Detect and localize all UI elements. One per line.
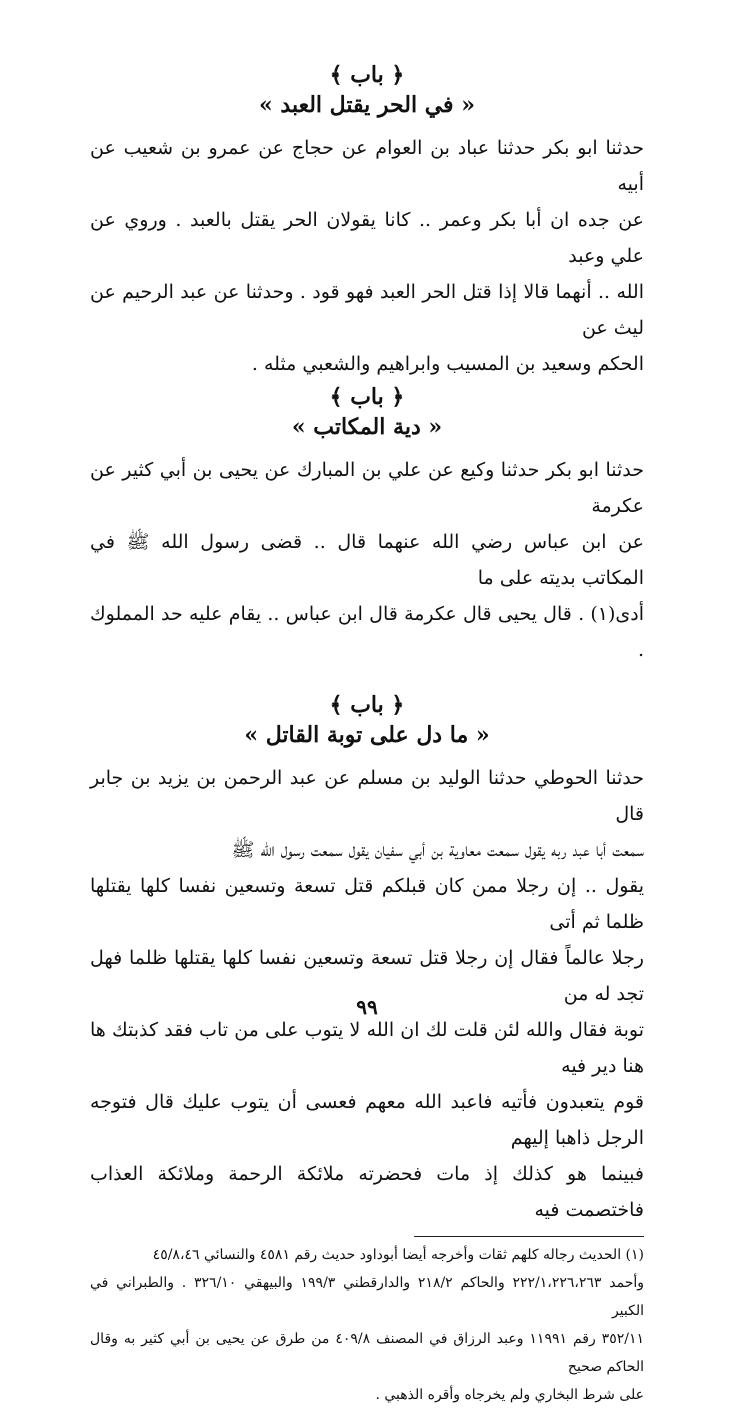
footnote-line: (١) الحديث رجاله كلهم ثقات وأخرجه أيضا أبوداود حديث رقم ٤٥٨١ والنسائي ٤٥/٨،٤٦ — [152, 1247, 644, 1263]
section-title: « ما دل على توبة القاتل » — [244, 722, 490, 748]
page-number: ٩٩ — [356, 995, 378, 1019]
section-title: « دية المكاتب » — [291, 414, 443, 440]
section-bab: ﴿ باب ﴾ — [329, 62, 405, 88]
text-line: حدثنا ابو بكر حدثنا وكيع عن علي بن المبارك عن يحيى بن أبي كثير عن عكرمة — [90, 459, 644, 517]
footnote-line: ٣٥٢/١١ رقم ١١٩٩١ وعبد الرزاق في المصنف ٤٠٩/٨ من طرق عن يحيى بن أبي كثير به وقال الحاكم صحيح — [90, 1331, 644, 1375]
text-line: توبة فقال والله لئن قلت لك ان الله لا يتوب على من تاب فقد كذبتك ها هنا دير فيه — [90, 1019, 644, 1077]
section-gap — [90, 668, 644, 690]
text-line: سمعت أبا عبد ربه يقول سمعت معاوية بن أبي سفيان يقول سمعت رسول الله ﷺ — [231, 839, 644, 861]
section-bab: ﴿ باب ﴾ — [329, 384, 405, 410]
footnote-line: وأحمد ٢٢٢/١،٢٢٦،٢٦٣ والحاكم ٢١٨/٢ والدارقطني ١٩٩/٣ والبيهقي ٣٢٦/١٠ . والطبراني في الكبير — [90, 1275, 644, 1319]
text-line: يقول .. إن رجلا ممن كان قبلكم قتل تسعة وتسعين نفسا كلها يقتلها ظلما ثم أتى — [90, 875, 644, 933]
text-line: حدثنا ابو بكر حدثنا عباد بن العوام عن حجاج عن عمرو بن شعيب عن أبيه — [90, 137, 644, 195]
text-line: قوم يتعبدون فأتيه فاعبد الله معهم فعسى أن يتوب عليك قال فتوجه الرجل ذاهبا إليهم — [90, 1091, 644, 1149]
section-bab: ﴿ باب ﴾ — [329, 692, 405, 718]
text-line: الحكم وسعيد بن المسيب وابراهيم والشعبي مثله . — [251, 353, 644, 375]
text-line: عن ابن عباس رضي الله عنهما قال .. قضى رسول الله ﷺ في المكاتب بديته على ما — [90, 531, 644, 589]
text-line: الله .. أنهما قالا إذا قتل الحر العبد فهو قود . وحدثنا عن عبد الرحيم عن ليث عن — [90, 281, 644, 339]
text-line: حدثنا الحوطي حدثنا الوليد بن مسلم عن عبد الرحمن بن يزيد بن جابر قال — [90, 767, 644, 825]
text-line: رجلا عالماً فقال إن رجلا قتل تسعة وتسعين نفسا كلها يقتلها ظلما فهل تجد له من — [90, 947, 644, 1005]
text-line: أدى(١) . قال يحيى قال عكرمة قال ابن عباس .. يقام عليه حد المملوك . — [90, 603, 644, 661]
footnote-divider — [414, 1236, 644, 1237]
section-title: « في الحر يقتل العبد » — [259, 92, 475, 118]
text-line: فبينما هو كذلك إذ مات فحضرته ملائكة الرحمة وملائكة العذاب فاختصمت فيه — [90, 1163, 644, 1221]
footnote-line: على شرط البخاري ولم يخرجاه وأقره الذهبي . — [375, 1387, 644, 1403]
text-line: عن جده ان أبا بكر وعمر .. كانا يقولان الحر يقتل بالعبد . وروي عن علي وعبد — [90, 209, 644, 267]
